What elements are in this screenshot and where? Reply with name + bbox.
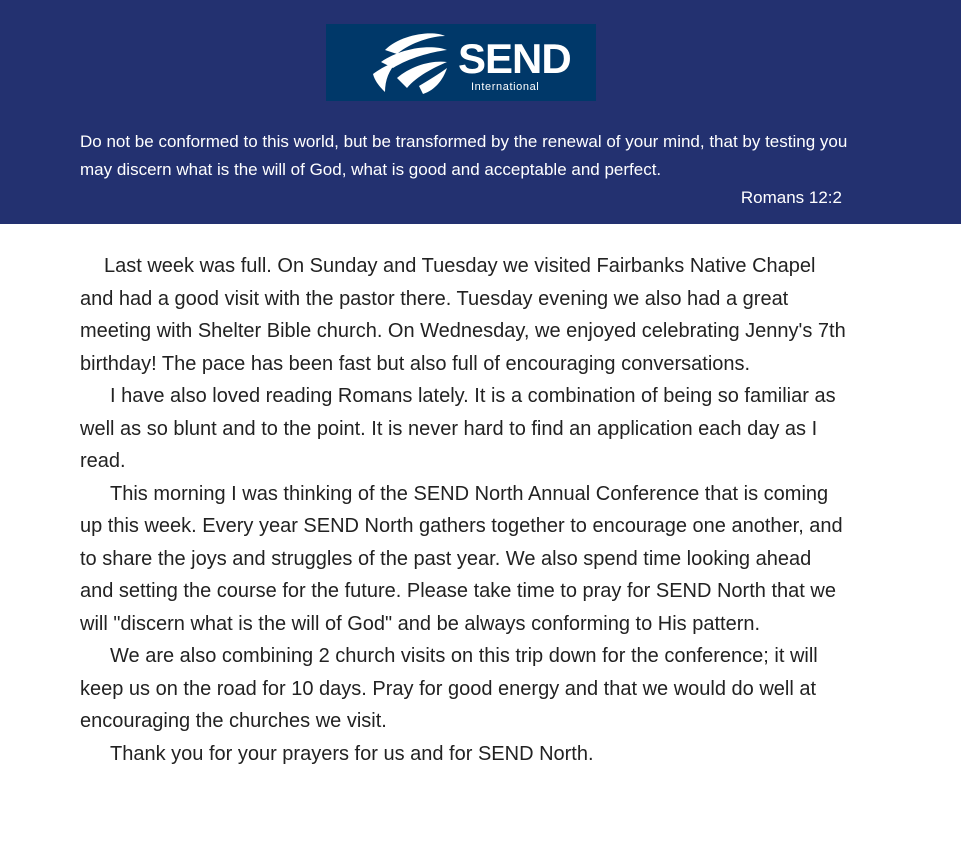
globe-swoosh-icon bbox=[371, 28, 449, 98]
logo-wordmark: SEND bbox=[458, 35, 571, 82]
body-paragraph: Last week was full. On Sunday and Tuesday we visited Fairbanks Native Chapel and had a good visit with the pastor there. Tuesday evening we also had a great meeting with Shelter Bible church. On Wednesday, we enjoyed celebrating Jenny's 7th birthday! The pace has been fast but also full of encouraging conversations. bbox=[80, 255, 846, 375]
body-paragraph: We are also combining 2 church visits on this trip down for the conference; it will keep us on the road for 10 days. Pray for good energy and that we would do well at encouraging the churches we visit. bbox=[80, 645, 818, 732]
body-paragraph: I have also loved reading Romans lately. It is a combination of being so familiar as well as so blunt and to the point. It is never hard to find an application each day as I read. bbox=[80, 385, 836, 472]
logo-subtitle: International bbox=[471, 81, 540, 93]
newsletter-body bbox=[80, 250, 850, 770]
send-international-logo[interactable] bbox=[326, 24, 596, 101]
newsletter-header bbox=[0, 0, 961, 224]
scripture-verse: Do not be conformed to this world, but be transformed by the renewal of your mind, that by testing you may discern what is the will of God, what is good and acceptable and perfect. bbox=[80, 132, 848, 179]
body-paragraph: Thank you for your prayers for us and for SEND North. bbox=[110, 742, 594, 765]
scripture-reference: Romans 12:2 bbox=[740, 188, 842, 207]
body-paragraph: This morning I was thinking of the SEND North Annual Conference that is coming up this week. Every year SEND North gathers together to encourage one another, and to share the joys and struggles of the past year. We also spend time looking ahead and setting the course for the future. Please take time to pray for SEND North that we will "discern what is the will of God" and be always conforming to His pattern. bbox=[80, 482, 843, 635]
